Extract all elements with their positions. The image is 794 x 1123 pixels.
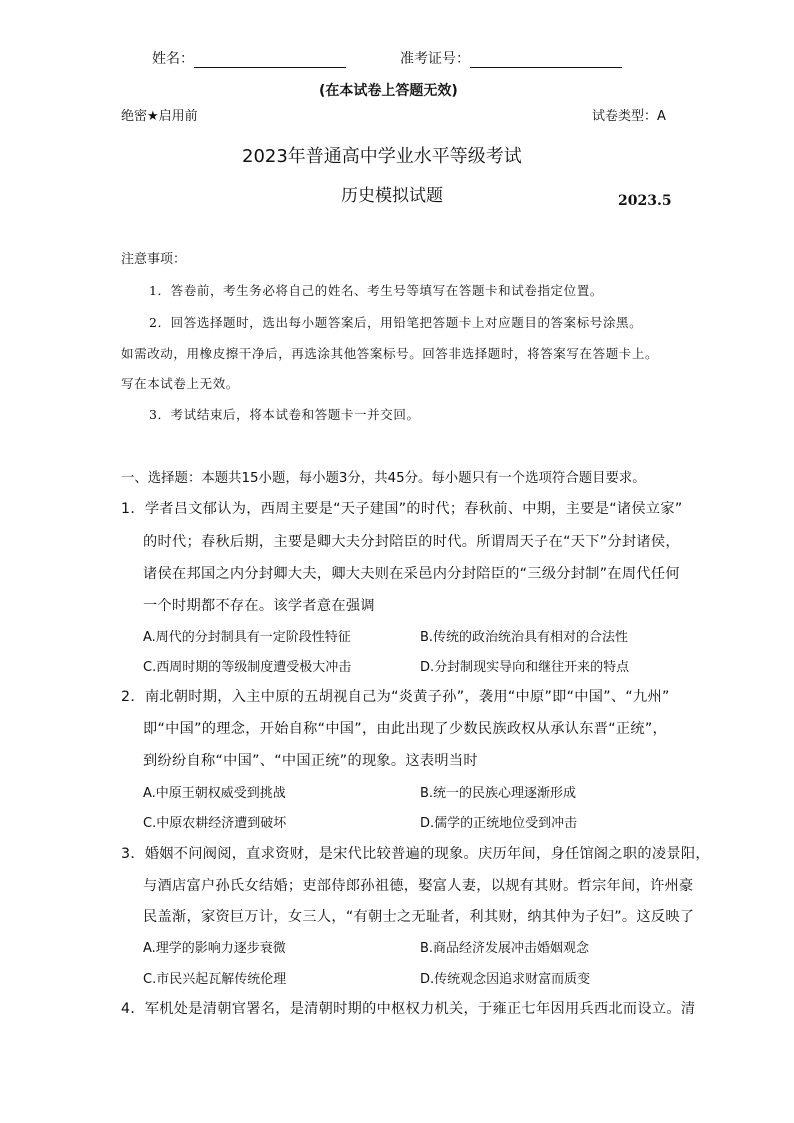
q3-option-a: A.理学的影响力逐步衰微	[143, 941, 286, 956]
notice-item-2-cont: 如需改动，用橡皮擦干净后，再选涂其他答案标号。回答非选择题时，将答案写在答题卡上。	[121, 346, 659, 361]
q2-option-a: A.中原王朝权威受到挑战	[143, 786, 286, 801]
q2-option-d: D.儒学的正统地位受到冲击	[420, 816, 578, 831]
question-2-line-1: 2．南北朝时期，入主中原的五胡视自己为“炎黄子孙”，袭用“中原”即“中国”、“九州”	[121, 689, 670, 705]
name-label: 姓名：	[152, 51, 194, 67]
exam-subtitle: 历史模拟试题	[341, 186, 443, 206]
secret-label: 绝密★启用前	[121, 109, 198, 124]
question-1-line-3: 诸侯在邦国之内分封卿大夫，卿大夫则在采邑内分封陪臣的“三级分封制”在周代任何	[143, 566, 680, 582]
q2-option-b: B.统一的民族心理逐渐形成	[420, 786, 577, 801]
q3-option-d: D.传统观念因追求财富而质变	[420, 972, 591, 987]
question-3-line-2: 与酒店富户孙氏女结婚；吏部侍郎孙祖德，娶富人妻，以规有其财。哲宗年间，许州豪	[143, 878, 694, 894]
section-heading: 一、选择题：本题共15小题，每小题3分，共45分。每小题只有一个选项符合题目要求。	[121, 471, 646, 486]
exam-title: 2023年普通高中学业水平等级考试	[242, 146, 522, 167]
q1-option-d: D.分封制现实导向和继往开来的特点	[420, 660, 630, 675]
notice-item-2-end: 写在本试卷上无效。	[121, 376, 239, 391]
question-3-line-1: 3．婚姻不问阀阅，直求资财，是宋代比较普遍的现象。庆历年间，身任馆阁之职的凌景阳，	[121, 846, 710, 862]
paper-type: 试卷类型：A	[592, 109, 666, 124]
q3-option-b: B.商品经济发展冲击婚姻观念	[420, 941, 590, 956]
notice-item-3: 3．考试结束后，将本试卷和答题卡一并交回。	[149, 407, 420, 422]
q1-option-b: B.传统的政治统治具有相对的合法性	[420, 630, 629, 645]
question-1-line-4: 一个时期都不存在。该学者意在强调	[143, 598, 375, 614]
question-2-line-3: 到纷纷自称“中国”、“中国正统”的现象。这表明当时	[143, 753, 478, 769]
name-row	[152, 48, 346, 68]
question-1-line-2: 的时代；春秋后期，主要是卿大夫分封陪臣的时代。所谓周天子在“天下”分封诸侯，	[143, 534, 680, 550]
notice-heading: 注意事项：	[121, 252, 187, 267]
q3-option-c: C.市民兴起瓦解传统伦理	[143, 972, 287, 987]
name-field[interactable]	[194, 51, 346, 68]
id-row	[400, 48, 622, 68]
notice-item-1: 1．答卷前，考生务必将自己的姓名、考生号等填写在答题卡和试卷指定位置。	[149, 283, 603, 298]
question-4-line-1: 4．军机处是清朝官署名，是清朝时期的中枢权力机关，于雍正七年因用兵西北而设立。清	[121, 1001, 696, 1017]
q1-option-a: A.周代的分封制具有一定阶段性特征	[143, 630, 351, 645]
id-label: 准考证号：	[400, 51, 470, 67]
q1-option-c: C.西周时期的等级制度遭受极大冲击	[143, 660, 352, 675]
exam-date: 2023.5	[618, 193, 672, 209]
question-1-line-1: 1．学者吕文郁认为，西周主要是“天子建国”的时代；春秋前、中期，主要是“诸侯立家”	[121, 501, 683, 517]
id-field[interactable]	[470, 51, 622, 68]
question-2-line-2: 即“中国”的理念，开始自称“中国”，由此出现了少数民族政权从承认东晋“正统”，	[143, 721, 667, 737]
notice-item-2: 2．回答选择题时，选出每小题答案后，用铅笔把答题卡上对应题目的答案标号涂黑。	[149, 315, 643, 330]
question-3-line-3: 民盖渐，家资巨万计，女三人，“有朝士之无耻者，利其财，纳其仲为子妇”。这反映了	[143, 909, 695, 925]
q2-option-c: C.中原农耕经济遭到破坏	[143, 816, 287, 831]
warning-text: (在本试卷上答题无效)	[319, 83, 458, 99]
